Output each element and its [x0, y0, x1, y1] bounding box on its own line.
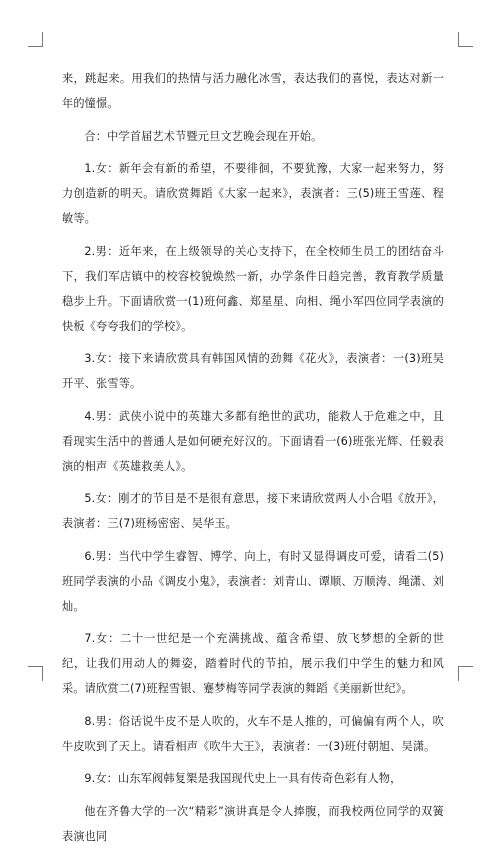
paragraph-5: 3.女：接下来请欣赏具有韩国风情的劲舞《花火》，表演者：一(3)班吴开平、张雪等。 — [62, 352, 444, 390]
document-body — [62, 66, 444, 856]
crop-mark-bottom-left — [28, 666, 43, 681]
paragraph-8: 6.男：当代中学生睿智、博学、向上，有时又显得调皮可爱，请看二(5)班同学表演的小品《调皮小鬼》，表演者：刘青山、谭顺、万顺涛、绳潇、刘灿。 — [62, 549, 444, 613]
paragraph-3: 1.女：新年会有新的希望，不要徘徊，不要犹豫，大家一起来努力，努力创造新的明天。请欣赏舞蹈《大家一起来》，表演者：三(5)班王雪莲、程敏等。 — [62, 162, 444, 225]
crop-mark-top-left — [28, 32, 43, 47]
paragraph-1: 来，跳起来。用我们的热情与活力融化冰雪，表达我们的喜悦，表达对新一年的憧憬。 — [62, 72, 444, 110]
paragraph-4: 2.男：近年来，在上级领导的关心支持下，在全校师生员工的团结奋斗下，我们军店镇中的校容校貌焕然一新，办学条件日趋完善，教育教学质量稳步上升。下面请欣赏一(1)班何鑫、郑星星、向相、绳小军四位同学表演的快板《夸夸我们的学校》。 — [62, 244, 444, 333]
paragraph-11: 9.女：山东军阀韩复榘是我国现代史上一具有传奇色彩有人物， — [84, 772, 402, 785]
paragraph-6: 4.男：武侠小说中的英雄大多都有绝世的武功，能救人于危难之中，且看现实生活中的普通人是如何硬充好汉的。下面请看一(6)班张光辉、任毅表演的相声《英雄救美人》。 — [62, 409, 444, 473]
paragraph-12: 他在齐鲁大学的一次“精彩”演讲真是令人捧腹，而我校两位同学的双簧表演也同 — [62, 804, 444, 843]
crop-mark-bottom-right — [458, 666, 473, 681]
paragraph-7: 5.女：刚才的节目是不是很有意思，接下来请欣赏两人小合唱《放开》，表演者：三(7)班杨密密、吴华玉。 — [62, 492, 444, 530]
crop-mark-top-right — [458, 32, 473, 47]
paragraph-9: 7.女：二十一世纪是一个充满挑战、蕴含希望、放飞梦想的全新的世纪，让我们用动人的舞姿，踏着时代的节拍，展示我们中学生的魅力和风采。请欣赏二(7)班程雪银、蹇梦梅等同学表演的舞蹈《美丽新世纪》。 — [62, 632, 444, 695]
paragraph-2: 合：中学首届艺术节暨元旦文艺晚会现在开始。 — [84, 129, 323, 143]
paragraph-10: 8.男：俗话说牛皮不是人吹的，火车不是人推的，可偏偏有两个人，吹牛皮吹到了天上。请看相声《吹牛大王》，表演者：一(3)班付朝旭、吴潇。 — [62, 714, 444, 753]
